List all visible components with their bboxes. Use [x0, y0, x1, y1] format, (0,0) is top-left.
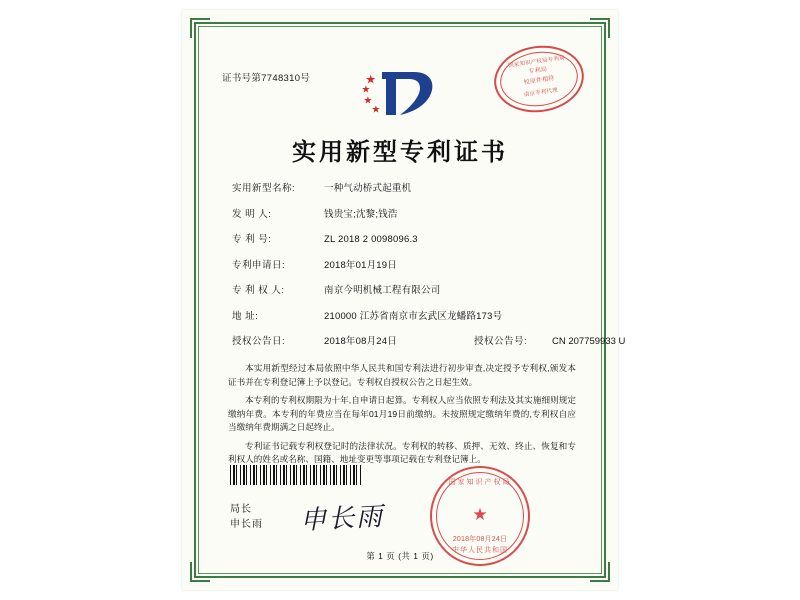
field-row [232, 310, 572, 323]
legal-paragraph-2: 本专利的专利权期限为十年,自申请日起算。专利权人应当依照专利法及其实施细则规定缴纳年费。本专利的年费应当在每年01月19日前缴纳。未按照规定缴纳年费的,专利权自应当缴纳年费期满之日起终止。 [228, 395, 576, 432]
corner-ornament-top-left [190, 18, 210, 38]
handwritten-signature: 申长雨 [299, 501, 385, 537]
field-value-application-date: 2018年01月19日 [324, 259, 397, 271]
verification-stamp-line-2: 专利局 [528, 66, 548, 76]
certificate-sheet [182, 10, 626, 590]
field-row [232, 208, 572, 221]
field-label-grant-number: 授权公告号: [474, 336, 528, 347]
verification-stamp-line-1: 国家知识产权局专利局 [507, 55, 566, 70]
field-value-grant-date: 2018年08月24日 [324, 336, 397, 347]
field-label-patent-number: 专 利 号: [232, 234, 272, 245]
legal-text [228, 362, 576, 472]
verification-stamp-line-4: 南京专利代理 [523, 87, 559, 99]
corner-ornament-top-right [590, 18, 610, 38]
signatory-block [230, 502, 263, 532]
legal-paragraph-3: 专利证书记载专利权登记时的法律状况。专利权的转移、质押、无效、终止、恢复和专利权人的姓名或名称、国籍、地址变更等事项记载在专利登记簿上。 [228, 440, 576, 464]
signatory-name: 申长雨 [230, 519, 263, 530]
field-value-patentee: 南京今明机械工程有限公司 [324, 285, 441, 296]
star-icon: ★ [472, 504, 488, 524]
signatory-role: 局长 [230, 504, 252, 515]
field-value-inventors: 钱贵宝;沈黎;钱浩 [324, 208, 398, 220]
barcode [230, 465, 362, 485]
field-row [232, 259, 572, 272]
corner-ornament-bottom-right [590, 562, 610, 582]
field-list [232, 182, 626, 361]
page-title: 实用新型专利证书 [292, 137, 508, 166]
field-row [232, 182, 572, 195]
field-label-address: 地 址: [232, 310, 259, 322]
field-row [232, 233, 572, 246]
field-label-utility-model-name: 实用新型名称: [232, 183, 296, 194]
field-label-inventors: 发 明 人: [232, 208, 272, 220]
page-number: 第 1 页 (共 1 页) [366, 551, 434, 561]
official-seal-text-bottom: 中华人民共和国 [452, 547, 508, 554]
official-seal-date: 2018年08月24日 [452, 536, 508, 543]
official-seal-text-top: 国家知识产权局 [448, 479, 512, 486]
field-label-application-date: 专利申请日: [232, 259, 286, 271]
field-value-grant-number: CN 207759933 U [552, 336, 626, 347]
field-label-patentee: 专 利 权 人: [232, 285, 285, 296]
field-value-patent-number: ZL 2018 2 0098096.3 [324, 234, 418, 245]
legal-paragraph-1: 本实用新型经过本局依照中华人民共和国专利法进行初步审查,决定授予专利权,颁发本证书并在专利登记簿上予以登记。专利权自授权公告之日起生效。 [228, 363, 576, 387]
field-label-grant-date: 授权公告日: [232, 336, 286, 347]
patent-office-logo [352, 62, 448, 120]
certificate-number: 证书号第7748310号 [222, 73, 311, 84]
field-value-address: 210000 江苏省南京市玄武区龙蟠路173号 [324, 310, 503, 322]
corner-ornament-bottom-left [190, 562, 210, 582]
field-value-utility-model-name: 一种气动桥式起重机 [324, 183, 412, 194]
verification-stamp-line-3: 校原件相符 [523, 75, 556, 87]
field-row-grant [232, 335, 626, 348]
field-row [232, 284, 572, 297]
